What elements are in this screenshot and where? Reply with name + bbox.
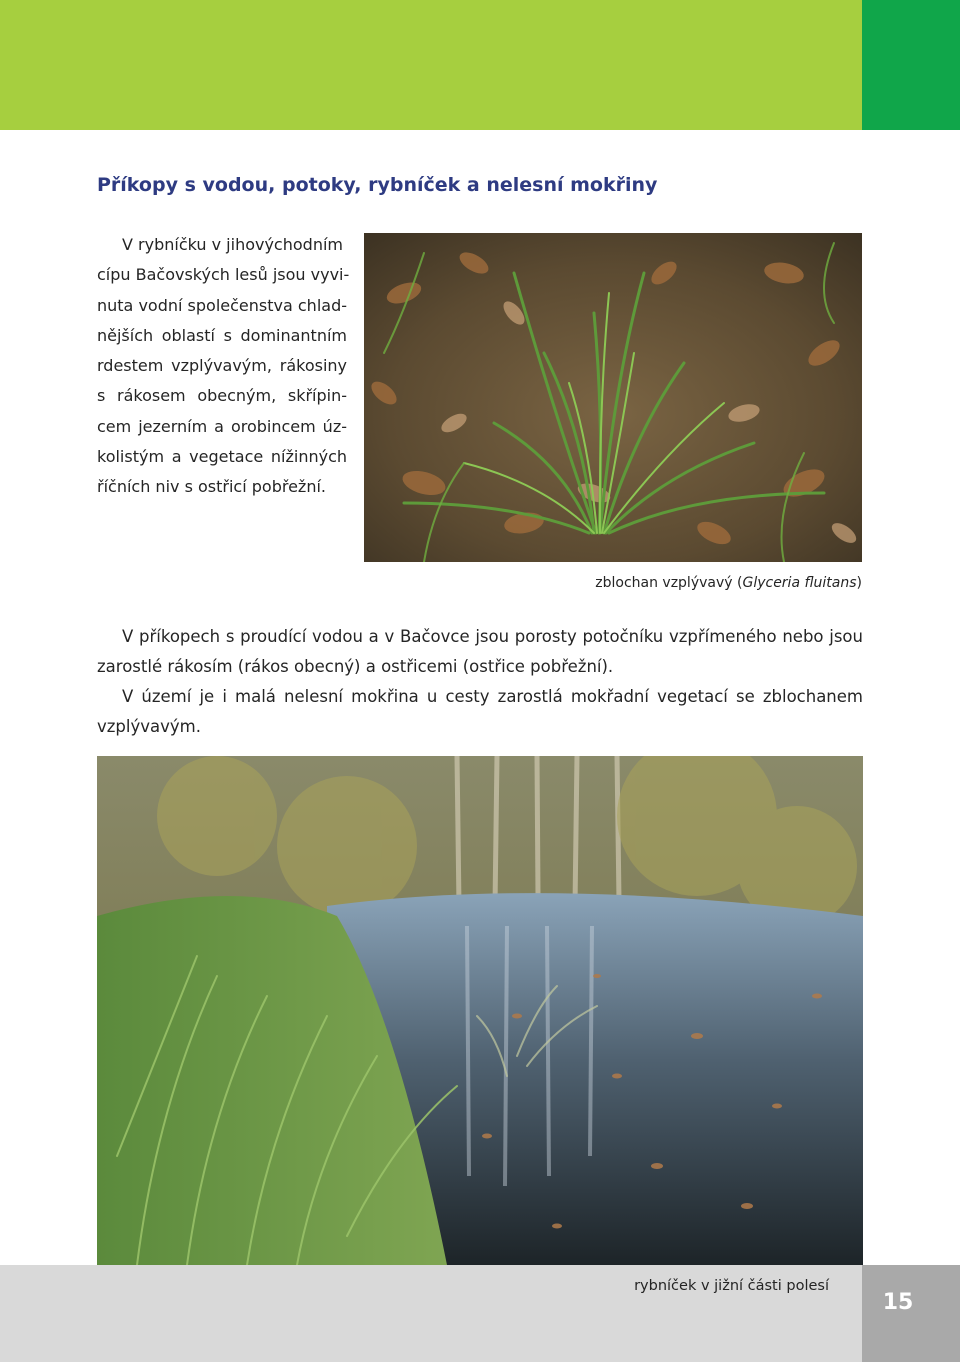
- intro-line: cem jezerním a orobincem úz-: [97, 416, 347, 436]
- top-band-dark-green: [862, 0, 960, 130]
- page-number: 15: [882, 1290, 914, 1315]
- grass-photo-illustration: [364, 233, 862, 562]
- caption-common-name: zblochan vzplývavý (: [595, 575, 743, 591]
- body-text: [97, 622, 863, 742]
- photo-floating-sweet-grass: [364, 233, 862, 562]
- body-paragraph: V příkopech s proudící vodou a v Bačovce jsou porosty potočníku vzpřímeného nebo jsou zarostlé rákosím (rákos obecný) a ostřicemi (ostřice pobřežní).: [97, 627, 863, 676]
- pond-photo-illustration: [97, 756, 863, 1265]
- intro-line: nuta vodní společenstva chlad-: [97, 295, 347, 315]
- intro-paragraph: [97, 230, 350, 503]
- intro-line: V rybníčku v jihovýchodním: [122, 235, 343, 254]
- caption-end: ): [856, 575, 862, 591]
- photo-caption-grass: [595, 575, 862, 591]
- intro-line: s rákosem obecným, skřípin-: [97, 386, 347, 406]
- photo-pond: [97, 756, 863, 1265]
- intro-line: kolistým a vegetace nížinných: [97, 447, 347, 467]
- intro-line: rdestem vzplývavým, rákosiny: [97, 356, 347, 376]
- caption-latin-name: Glyceria fluitans: [742, 575, 857, 591]
- intro-line: nějších oblastí s dominantním: [97, 325, 347, 345]
- body-paragraph: V území je i malá nelesní mokřina u cesty zarostlá mokřadní vegetací se zblochanem vzplývavým.: [97, 687, 863, 736]
- top-band-light-green: [0, 0, 862, 130]
- photo-caption-pond: rybníček v jižní části polesí: [634, 1278, 829, 1294]
- intro-line: říčních niv s ostřicí pobřežní.: [97, 477, 326, 497]
- intro-line: cípu Bačovských lesů jsou vyvi-: [97, 265, 350, 285]
- section-heading: Příkopy s vodou, potoky, rybníček a nelesní mokřiny: [97, 174, 658, 196]
